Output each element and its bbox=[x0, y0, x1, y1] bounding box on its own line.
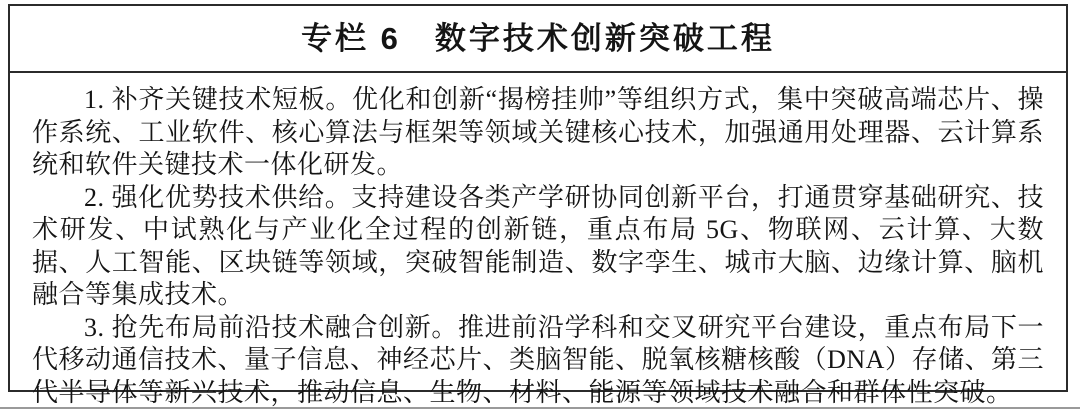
panel-title: 专栏 6 数字技术创新突破工程 bbox=[10, 6, 1066, 73]
paragraph-1-key-technology-shortboard: 1. 补齐关键技术短板。优化和创新“揭榜挂帅”等组织方式，集中突破高端芯片、操作系统、工业软件、核心算法与框架等领域关键核心技术，加强通用处理器、云计算系统和软件关键技术一体化研发。 bbox=[32, 85, 1044, 179]
page-bottom-divider bbox=[0, 407, 1080, 409]
panel-body bbox=[10, 73, 1066, 409]
paragraph-2-advantage-technology-supply: 2. 强化优势技术供给。支持建设各类产学研协同创新平台，打通贯穿基础研究、技术研发、中试熟化与产业化全过程的创新链，重点布局 5G、物联网、云计算、大数据、人工智能、区块链等领域，突破智能制造、数字孪生、城市大脑、边缘计算、脑机融合等集成技术。 bbox=[32, 182, 1044, 309]
column-panel bbox=[8, 4, 1068, 407]
paragraph-3-frontier-technology-fusion: 3. 抢先布局前沿技术融合创新。推进前沿学科和交叉研究平台建设，重点布局下一代移动通信技术、量子信息、神经芯片、类脑智能、脱氧核糖核酸（DNA）存储、第三代半导体等新兴技术，推动信息、生物、材料、能源等领域技术融合和群体性突破。 bbox=[32, 312, 1044, 407]
